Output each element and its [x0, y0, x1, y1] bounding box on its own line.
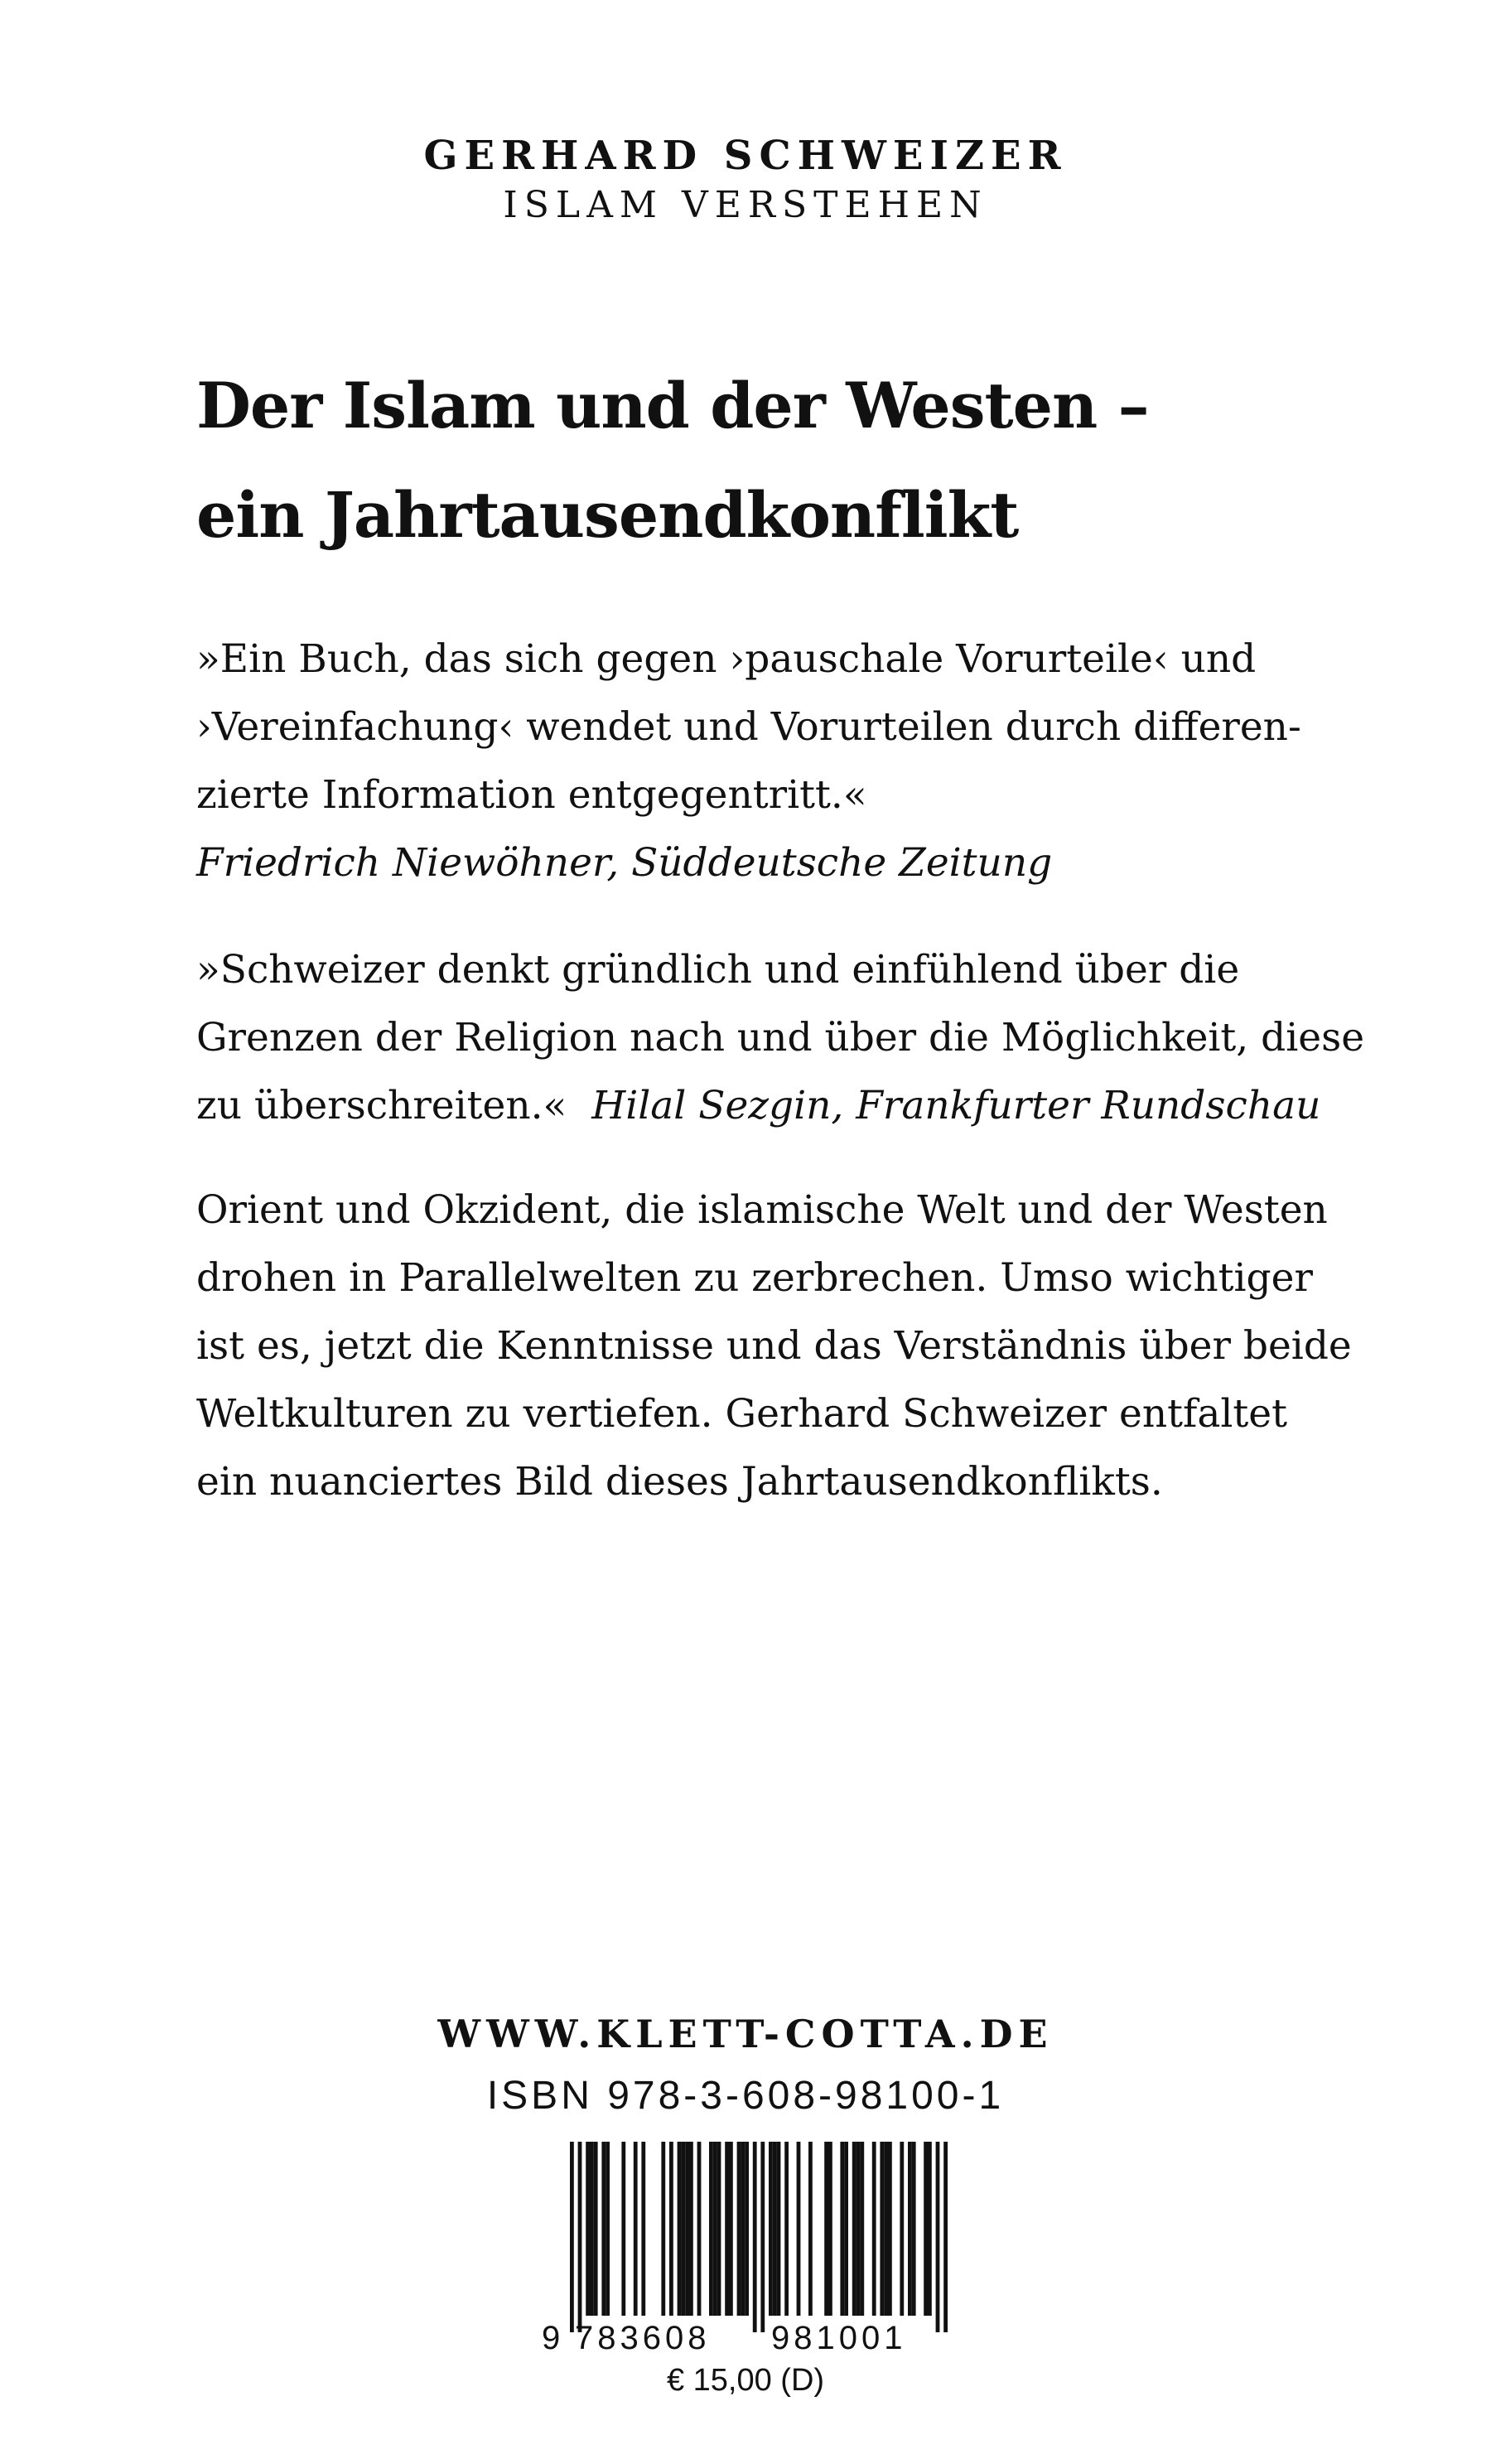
barcode-bar [745, 2142, 749, 2316]
barcode-bar [769, 2142, 773, 2316]
barcode-bar [784, 2142, 789, 2316]
barcode-bar [681, 2142, 685, 2316]
barcode-bar [880, 2142, 884, 2316]
title-line: ein Jahrtausendkonflikt [196, 478, 1019, 552]
review-quote-1 [196, 626, 1356, 897]
barcode-bar [912, 2142, 916, 2316]
barcode-bar [590, 2142, 594, 2316]
barcode-bar [729, 2142, 733, 2316]
description-line: Weltkulturen zu vertiefen. Gerhard Schweizer entfaltet [196, 1391, 1288, 1437]
barcode-bar [601, 2142, 606, 2316]
barcode-bar [741, 2142, 745, 2316]
barcode-bar [828, 2142, 832, 2316]
barcode-bar [908, 2142, 912, 2316]
barcode-bar [621, 2142, 625, 2316]
barcode-bar [713, 2142, 717, 2316]
series-name: ISLAM VERSTEHEN [503, 184, 988, 226]
barcode-bar [773, 2142, 777, 2316]
barcode-bar [852, 2142, 856, 2316]
quote-line-with-attribution [196, 1072, 1356, 1140]
barcode-bar [884, 2142, 888, 2316]
barcode-bar [685, 2142, 689, 2316]
review-quote-2 [196, 936, 1365, 1140]
quote-line: »Schweizer denkt gründlich und einfühlend über die [196, 947, 1240, 993]
title-line: Der Islam und der Westen – [196, 369, 1149, 442]
barcode-bar [808, 2142, 813, 2316]
description-line: ein nuanciertes Bild dieses Jahrtausendkonflikts. [196, 1459, 1163, 1505]
barcode-bar [936, 2142, 940, 2332]
barcode-bar [717, 2142, 721, 2316]
barcode-bar [900, 2142, 904, 2316]
barcode-bar [661, 2142, 665, 2316]
barcode-bar [689, 2142, 693, 2316]
barcode-bar [725, 2142, 729, 2316]
barcode-bar [678, 2142, 682, 2316]
barcode-bar [586, 2142, 590, 2316]
barcode-bar [737, 2142, 741, 2316]
description-line: Orient und Okzident, die islamische Welt und der Westen [196, 1187, 1328, 1233]
barcode-graphic [537, 2142, 967, 2355]
barcode-first-digit: 9 [542, 2320, 561, 2355]
publisher-website: WWW.KLETT-COTTA.DE [437, 2012, 1054, 2056]
barcode-bar [606, 2142, 610, 2316]
barcode-bar [777, 2142, 781, 2316]
barcode-bar [760, 2142, 765, 2332]
barcode-bar [860, 2142, 864, 2316]
barcode-bar [872, 2142, 876, 2316]
description-line: drohen in Parallelwelten zu zerbrechen. Umso wichtiger [196, 1255, 1313, 1301]
barcode-bar [641, 2142, 645, 2316]
cover-header [0, 131, 1491, 230]
barcode-bar [753, 2142, 757, 2332]
barcode-bar [943, 2142, 948, 2332]
barcode-bars [570, 2142, 948, 2332]
quote-line: zierte Information entgegentritt.« [196, 772, 867, 818]
barcode-bar [570, 2142, 574, 2332]
book-price: € 15,00 (D) [666, 2363, 825, 2398]
barcode-bar [669, 2142, 673, 2316]
book-description [196, 1176, 1356, 1516]
barcode-right-digits: 981001 [771, 2320, 907, 2355]
book-title [196, 351, 1356, 570]
isbn-barcode [537, 2142, 967, 2355]
barcode-bar [634, 2142, 638, 2316]
quote-line: zu überschreiten.« [196, 1083, 567, 1128]
author-name: GERHARD SCHWEIZER [423, 133, 1068, 179]
quote-line: ›Vereinfachung‹ wendet und Vorurteilen durch differen- [196, 704, 1301, 750]
quote-attribution: Friedrich Niewöhner, Süddeutsche Zeitung [196, 840, 1053, 886]
barcode-bar [797, 2142, 801, 2316]
barcode-bar [856, 2142, 861, 2316]
barcode-bar [924, 2142, 928, 2316]
barcode-bar [928, 2142, 932, 2316]
barcode-bar [697, 2142, 702, 2316]
barcode-bar [840, 2142, 844, 2316]
barcode-bar [578, 2142, 582, 2332]
isbn-number: ISBN 978-3-608-98100-1 [486, 2074, 1005, 2118]
barcode-bar [594, 2142, 598, 2316]
quote-line: »Ein Buch, das sich gegen ›pauschale Vorurteile‹ und [196, 636, 1257, 682]
barcode-bar [709, 2142, 713, 2316]
barcode-bar [888, 2142, 892, 2316]
barcode-bar [844, 2142, 848, 2316]
description-line: ist es, jetzt die Kenntnisse und das Verständnis über beide [196, 1323, 1352, 1369]
quote-line: Grenzen der Religion nach und über die Möglichkeit, diese [196, 1015, 1365, 1060]
quote-attribution: Hilal Sezgin, Frankfurter Rundschau [591, 1083, 1321, 1128]
barcode-left-digits: 783608 [575, 2320, 711, 2355]
barcode-bar [824, 2142, 828, 2316]
